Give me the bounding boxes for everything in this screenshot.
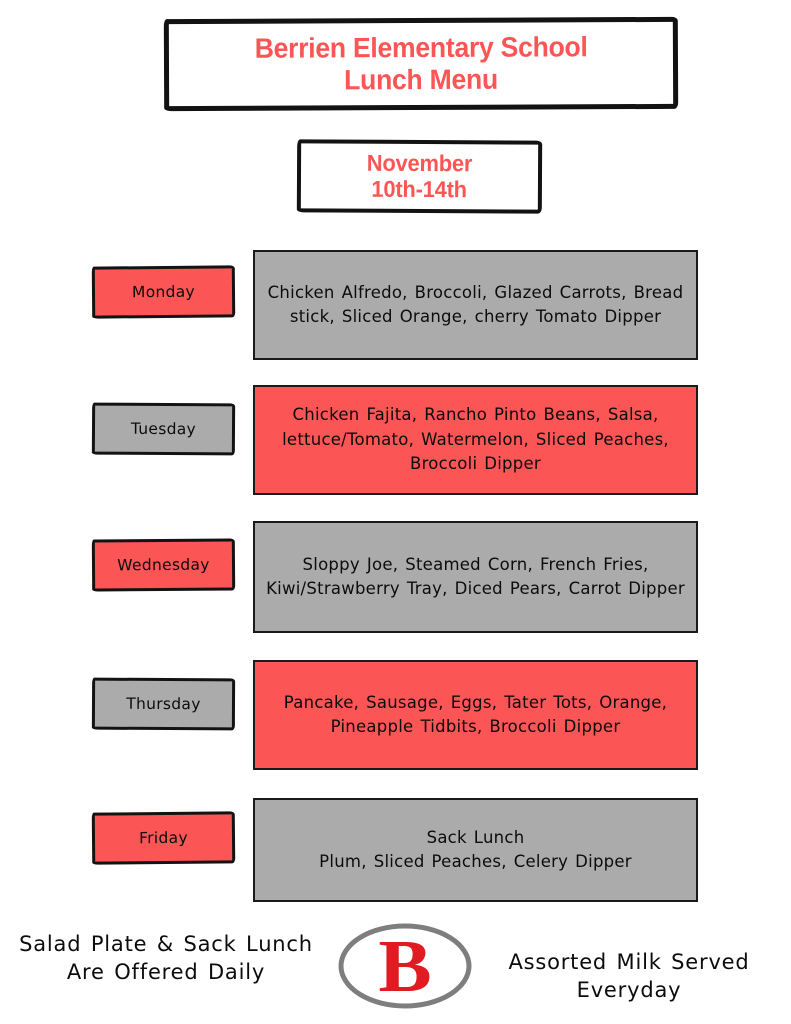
menu-row xyxy=(0,521,791,633)
svg-text:B: B xyxy=(378,924,432,1008)
menu-row xyxy=(0,660,791,770)
date-month: November xyxy=(366,149,473,177)
day-label-wednesday xyxy=(92,538,235,591)
menu-items-friday xyxy=(253,798,698,902)
page-title-line-1: Berrien Elementary School xyxy=(254,31,588,64)
menu-items-text: Chicken Fajita, Rancho Pinto Beans, Salsa, lettuce/Tomato, Watermelon, Sliced Peaches, Broccoli Dipper xyxy=(282,405,669,474)
day-label-tuesday xyxy=(92,403,235,456)
menu-row xyxy=(0,250,791,360)
day-label-friday xyxy=(92,811,235,864)
school-logo-icon xyxy=(335,921,475,1011)
menu-title-box xyxy=(164,17,678,111)
menu-row xyxy=(0,798,791,902)
day-label-monday xyxy=(92,265,235,318)
footer-note-salad-sack-lunch: Salad Plate & Sack Lunch Are Offered Daily xyxy=(19,932,313,985)
day-label-text: Monday xyxy=(131,282,196,302)
day-label-thursday xyxy=(92,678,235,731)
day-label-text: Wednesday xyxy=(117,555,210,575)
menu-items-text: Chicken Alfredo, Broccoli, Glazed Carrots, Bread stick, Sliced Orange, cherry Tomato Dipper xyxy=(267,282,684,326)
menu-items-text: Sloppy Joe, Steamed Corn, French Fries, Kiwi/Strawberry Tray, Diced Pears, Carrot Dipper xyxy=(266,554,685,598)
day-label-text: Tuesday xyxy=(130,419,197,439)
menu-items-tuesday xyxy=(253,385,698,495)
footer-note-milk: Assorted Milk Served Everyday xyxy=(508,950,750,1003)
day-label-text: Thursday xyxy=(126,694,201,714)
day-label-text: Friday xyxy=(139,828,188,848)
menu-items-monday xyxy=(253,250,698,360)
menu-items-thursday xyxy=(253,660,698,770)
date-range: 10th-14th xyxy=(371,175,468,202)
menu-items-text: Pancake, Sausage, Eggs, Tater Tots, Orange, Pineapple Tidbits, Broccoli Dipper xyxy=(283,692,668,736)
menu-row xyxy=(0,385,791,495)
page-title-line-2: Lunch Menu xyxy=(344,63,499,96)
menu-items-text: Sack Lunch Plum, Sliced Peaches, Celery Dipper xyxy=(319,827,632,871)
menu-date-box xyxy=(297,139,542,213)
menu-items-wednesday xyxy=(253,521,698,633)
